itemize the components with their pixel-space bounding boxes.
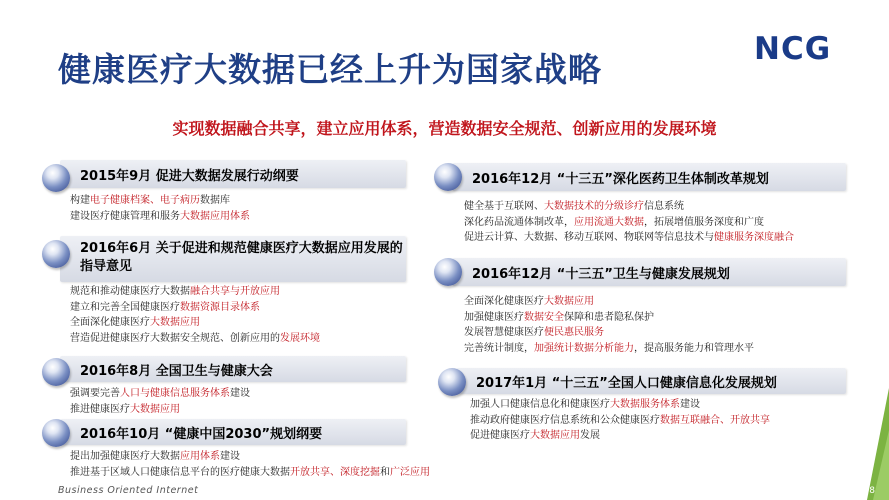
- policy-items: [464, 199, 794, 246]
- item-text: 建设: [680, 399, 700, 410]
- highlight-text: 大数据技术的分级诊疗: [544, 201, 644, 212]
- policy-item: [464, 215, 794, 231]
- highlight-text: 大数据应用体系: [180, 210, 250, 222]
- highlight-text: 人口与健康信息服务体系: [120, 388, 230, 399]
- item-text: 促进健康医疗: [470, 430, 530, 441]
- item-text: 发展: [580, 430, 600, 441]
- highlight-text: 数据资源目录体系: [180, 301, 260, 313]
- item-text: 规范和推动健康医疗大数据: [70, 286, 190, 297]
- highlight-text: 大数据应用: [130, 403, 180, 415]
- highlight-text: 开放共享、深度挖掘: [290, 466, 380, 478]
- item-text: 建设: [230, 388, 250, 399]
- policy-item: [70, 284, 320, 300]
- bullet-orb-icon: [438, 368, 466, 396]
- highlight-text: 大数据应用: [530, 430, 580, 441]
- policy-heading: 2017年1月 “十三五”全国人口健康信息化发展规划: [456, 368, 846, 394]
- item-text: 推动政府健康医疗信息系统和公众健康医疗: [470, 414, 660, 426]
- policy-item: [70, 209, 250, 225]
- ncg-logo: NCG: [754, 31, 832, 67]
- policy-heading: 2016年12月 “十三五”卫生与健康发展规划: [452, 258, 846, 286]
- policy-item: [70, 193, 250, 209]
- policy-items: [70, 284, 320, 346]
- policy-heading: 2016年6月 关于促进和规范健康医疗大数据应用发展的指导意见: [60, 236, 406, 282]
- highlight-text: 应用流通大数据: [574, 216, 644, 228]
- page-subtitle: 实现数据融合共享，建立应用体系，营造数据安全规范、创新应用的发展环境: [172, 119, 717, 138]
- bullet-orb-icon: [42, 240, 70, 268]
- item-text: 保障和患者隐私保护: [564, 311, 654, 323]
- policy-item: [470, 397, 770, 413]
- highlight-text: 大数据服务体系: [610, 399, 680, 410]
- item-text: ，拓展增值服务深度和广度: [644, 216, 764, 228]
- policy-items: [70, 193, 250, 224]
- item-text: 强调要完善: [70, 388, 120, 399]
- item-text: 发展智慧健康医疗: [464, 327, 544, 338]
- highlight-text: 融合共享与开放应用: [190, 286, 280, 297]
- policy-items: [464, 294, 754, 356]
- item-text: 数据库: [200, 195, 230, 206]
- item-text: 建立和完善全国健康医疗: [70, 301, 180, 313]
- policy-item: [464, 325, 754, 341]
- item-text: ，提高服务能力和管理水平: [634, 342, 754, 354]
- highlight-text: 应用体系: [180, 451, 220, 462]
- policy-item: [70, 315, 320, 331]
- policy-item: [470, 428, 770, 444]
- item-text: 建设: [220, 451, 240, 462]
- item-text: 加强人口健康信息化和健康医疗: [470, 399, 610, 410]
- policy-heading: 2015年9月 促进大数据发展行动纲要: [60, 160, 406, 188]
- item-text: 全面深化健康医疗: [70, 317, 150, 328]
- policy-item: [464, 230, 794, 246]
- item-text: 促进云计算、大数据、移动互联网、物联网等信息技术与: [464, 232, 714, 243]
- item-text: 全面深化健康医疗: [464, 296, 544, 307]
- bullet-orb-icon: [42, 419, 70, 447]
- bullet-orb-icon: [434, 163, 462, 191]
- policy-item: [464, 294, 754, 310]
- page-number: 8: [869, 486, 875, 496]
- item-text: 提出加强健康医疗大数据: [70, 451, 180, 462]
- policy-item: [470, 413, 770, 429]
- policy-heading: 2016年12月 “十三五”深化医药卫生体制改革规划: [452, 163, 846, 191]
- bullet-orb-icon: [434, 258, 462, 286]
- highlight-text: 健康服务深度融合: [714, 232, 794, 243]
- policy-item: [70, 449, 430, 465]
- item-text: 建设医疗健康管理和服务: [70, 210, 180, 222]
- item-text: 加强健康医疗: [464, 311, 524, 323]
- policy-item: [464, 310, 754, 326]
- policy-item: [70, 465, 430, 481]
- item-text: 完善统计制度，: [464, 342, 534, 354]
- highlight-text: 电子健康档案、电子病历: [90, 195, 200, 206]
- item-text: 推进基于区域人口健康信息平台的医疗健康大数据: [70, 466, 290, 478]
- footer-tagline: Business Oriented Internet: [58, 485, 199, 496]
- item-text: 推进健康医疗: [70, 403, 130, 415]
- item-text: 营造促进健康医疗大数据安全规范、创新应用的: [70, 332, 280, 344]
- policy-item: [464, 199, 794, 215]
- item-text: 和: [380, 466, 390, 478]
- policy-items: [70, 449, 430, 480]
- policy-items: [470, 397, 770, 444]
- highlight-text: 数据互联融合、开放共享: [660, 414, 770, 426]
- corner-decoration-inner: [873, 430, 889, 500]
- bullet-orb-icon: [42, 164, 70, 192]
- highlight-text: 大数据应用: [150, 317, 200, 328]
- policy-items: [70, 386, 250, 417]
- policy-item: [70, 402, 250, 418]
- page-title: 健康医疗大数据已经上升为国家战略: [58, 50, 602, 89]
- highlight-text: 广泛应用: [390, 466, 430, 478]
- policy-item: [70, 331, 320, 347]
- policy-heading: 2016年8月 全国卫生与健康大会: [60, 356, 406, 382]
- item-text: 健全基于互联网、: [464, 201, 544, 212]
- policy-item: [70, 300, 320, 316]
- bullet-orb-icon: [42, 358, 70, 386]
- highlight-text: 便民惠民服务: [544, 327, 604, 338]
- highlight-text: 数据安全: [524, 311, 564, 323]
- item-text: 信息系统: [644, 201, 684, 212]
- policy-heading: 2016年10月 “健康中国2030”规划纲要: [60, 419, 406, 445]
- policy-item: [70, 386, 250, 402]
- policy-item: [464, 341, 754, 357]
- item-text: 深化药品流通体制改革，: [464, 216, 574, 228]
- item-text: 构建: [70, 195, 90, 206]
- highlight-text: 加强统计数据分析能力: [534, 342, 634, 354]
- highlight-text: 发展环境: [280, 332, 320, 344]
- highlight-text: 大数据应用: [544, 296, 594, 307]
